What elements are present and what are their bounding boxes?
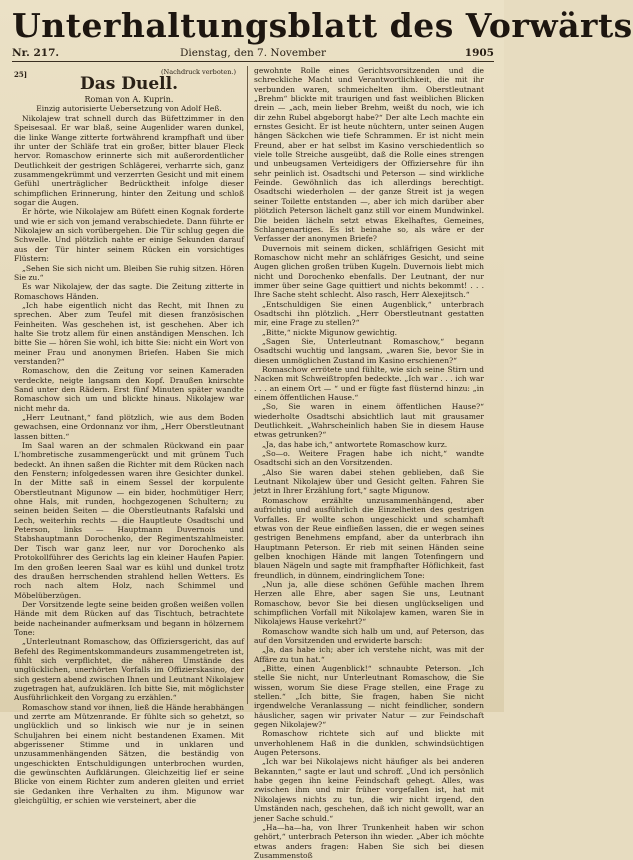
paragraph: „Bitte,“ nickte Migunow gewichtig. bbox=[262, 327, 398, 337]
paragraph: „Sagen Sie, Unterleutnant Romaschow,“ begann Osadtschi wuchtig und langsam, „waren Sie, bevor Sie in diesen unmöglichen Zustand im Kasino erschienen?“ bbox=[254, 336, 484, 365]
paragraph: „So—o. Weitere Fragen habe ich nicht,“ wandte Osadtschi sich an den Vorsitzenden. bbox=[254, 449, 484, 468]
paragraph: „Herr Leutnant,“ fand plötzlich, wie aus dem Boden gewachsen, eine Ordonnanz vor ihm, „Herr Oberstleutnant lassen bitten.“ bbox=[14, 413, 244, 441]
paragraph: Der Vorsitzende legte seine beiden großen weißen vollen Hände mit dem Rücken auf das Tischtuch, betrachtete beide nacheinander aufmerksam und begann in hölzernem Tone: bbox=[14, 599, 244, 637]
story-author: Roman von A. Kuprin. bbox=[84, 95, 174, 104]
paragraph: Es war Nikolajew, der das sagte. Die Zeitung zitterte in Romaschows Händen. bbox=[14, 282, 244, 301]
paragraph: „Ha—ha—ha, von Ihrer Trunkenheit haben wir schon gehört,“ unterbrach Peterson ihn wieder. „Aber ich möchte etwas anders fragen: Haben Sie sich bei diesen Zusammenstoß bbox=[254, 822, 484, 860]
paragraph: „Bitte, einen Augenblick!“ schnaubte Peterson. „Ich stelle Sie nicht, nur Unterleutnant Romaschow, die Sie wissen, worum Sie diese Frage stellen, eine Frage zu stellen.“ „Ich bitte, Sie fragen, haben Sie nicht irgendwelche Veranlassung — nicht feindlicher, sondern häuslicher, sagen wir privater Natur — zur Feindschaft gegen Nikolajew?“ bbox=[254, 664, 484, 730]
paragraph: Romaschow erzählte unzusammenhängend, aber aufrichtig und ausführlich die Einzelheiten des gestrigen Vorfalles. Er wollte schon ungeschickt und schamhaft etwas von der Reue einfließen lassen, die er wegen seines gestrigen Benehmens empfand, aber da unterbrach ihn Hauptmann Peterson. Er rieb mit seinen Händen seine gelben knochigen Hände mit langen Totenfingern und blauen Nägeln und sagte mit frampfhafter Höflichkeit, fast freundlich, in dünnem, eindringlichem Tone: bbox=[254, 495, 484, 580]
paragraph: Im Saal waren an der schmalen Rückwand ein paar L'hombretische zusammengerückt und mit grünem Tuch bedeckt. An ihnen saßen die Richter mit dem Rücken nach den Fenstern; infolgedessen waren ihre Gesichter dunkel. In der Mitte saß in einem Sessel der korpulente Oberstleutnant Migunow — ein bider, hochmütiger Herr, ohne Hals, mit runden, hochgezogenen Schultern; zu seinen beiden Seiten — die Oberstleutnants Rafalski und Lech, weiterhin rechts — die Hauptleute Osadtschi und Peterson, links — Hauptmann Duvernois und Stabshauptmann Dorochenko, der Regimentszahlmeister. Der Tisch war ganz leer, nur vor Dorochenko als Protokollführer des Gerichts lag ein kleiner Haufen Papier. Im den großen leeren Saal war es kühl und dunkel trotz des draußen herrschenden strahlend hellen Wetters. Es roch nach altem Holz, nach Schimmel und Möbelüberzügen. bbox=[14, 441, 244, 600]
issue-number: Nr. 217. bbox=[12, 47, 60, 59]
left-column bbox=[14, 66, 244, 806]
right-column bbox=[254, 66, 484, 860]
installment-number: 25] bbox=[14, 70, 28, 79]
paragraph: „So, Sie waren in einem öffentlichen Hause?“ wiederholte Osadtschi absichtlich laut mit grausamer Deutlichkeit. „Wahrscheinlich haben Sie in diesem Hause etwas getrunken?“ bbox=[254, 402, 484, 440]
issue-date: Dienstag, den 7. November bbox=[180, 47, 326, 59]
story-title: Das Duell. bbox=[80, 74, 178, 94]
reprint-note: (Nachdruck verboten.) bbox=[161, 68, 236, 76]
issue-year: 1905 bbox=[464, 47, 494, 59]
story-translation: Einzig autorisierte Uebersetzung von Adolf Heß. bbox=[36, 104, 222, 113]
masthead-title: Unterhaltungsblatt des Vorwärts bbox=[12, 6, 633, 45]
paragraph: Er hörte, wie Nikolajew am Büfett einen Kognak forderte und wie er sich von jemand verabschiedete. Dann führte er Nikolajew an sich vorübergehen. Die Tür schlug gegen die Schwelle. Und plötzlich nahte er einige Sekunden darauf aus der Tür hinter seinem Rücken ein vorsichtiges Flüstern: bbox=[14, 207, 244, 264]
paragraph: Romaschow errötete und fühlte, wie sich seine Stirn und Nacken mit Schweißtropfen bedeckte. „Ich war . . . ich war . . . an einem Ort — “ und er fügte fast flüsternd hinzu: „in einem öffentlichen Hause.“ bbox=[254, 365, 484, 403]
paragraph: Romaschow stand vor ihnen, ließ die Hände herabhängen und zerrte am Mützenrande. Er fühlte sich so gehetzt, so unglücklich und so linkisch wie nur je in seinen Schuljahren bei einem nicht bestandenen Examen. Mit abgerissener Stimme und in unklaren und unzusammenhängenden Sätzen, die beständig von ungeschickten Entschuldigungen unterbrochen wurden, die gewünschten Aufklärungen. Gleichzeitig lief er seine Blicke von einem Richter zum anderen gleiten und erriet sie Gedanken ihre Verhalten zu ihm. Migunow war gleichgültig, er schien wie versteinert, aber die bbox=[14, 702, 244, 806]
paragraph: gewohnte Rolle eines Gerichtsvorsitzenden und die schreckliche Macht und Verantwortlichkeit, die mit ihr verbunden waren, schmeichelten ihm. Oberstleutnant „Brehm“ blickte mit traurigen und fast weiblichen Blicken drein — „ach, mein lieber Brehm, weißt du noch, wie ich dir zehn Rubel abgeborgt habe?“ Der alte Lech machte ein ernstes Gesicht. Er ist heute nüchtern, unter seinen Augen hängen Säckchen wie tiefe Schrammen. Er ist nicht mein Freund, aber er hat selbst im Kasino verschiedentlich so viele tolle Streiche ausgeübt, daß die Rolle eines strengen und unbeugsamen Verteidigers der Offiziersehre für ihn sehr peinlich ist. Osadtschi und Peterson — sind wirkliche Feinde. Gewöhnlich das ich allerdings berechtigt. Osadtschi wiederholen — der ganze Streit ist ja wegen seiner Toilette entstanden —, aber ich mich darüber aber plötzlich Peterson lächelt ganz still vor einem Mundwinkel. Die beiden lächeln setzt etwas Ekelhaftes, Gemeines, Schlangenartiges. Es ist beinahe so, als wäre er der Verfasser der anonymen Briefe? bbox=[254, 66, 484, 244]
paragraph: „Nun ja, alle diese schönen Gefühle machen Ihrem Herzen alle Ehre, aber sagen Sie uns, Leutnant Romaschow, bevor Sie bei diesen unglückseligen und schimpflichen Vorfall mit Nikolajew kamen, waren Sie in Nikolajews Hause verkehrt?“ bbox=[254, 579, 484, 627]
paragraph: „Also Sie waren dabei stehen geblieben, daß Sie Leutnant Nikolajew über und Gesicht gelten. Fahren Sie jetzt in Ihrer Erzählung fort,“ sagte Migunow. bbox=[254, 467, 484, 496]
paragraph: Romaschow richtete sich auf und blickte mit unverhohlenem Haß in die dunklen, schwindsüchtigen Augen Petersons. bbox=[254, 729, 484, 758]
paragraph: „Ja, das habe ich; aber ich verstehe nicht, was mit der Affäre zu tun hat.“ bbox=[254, 645, 484, 664]
paragraph: „Unterleutnant Romaschow, das Offiziersgericht, das auf Befehl des Regimentskommandeurs zusammengetreten ist, fühlt sich verpflichtet, die näheren Umstände des unglücklichen, unerhörten Vorfalls im Offizierskasino, der sich gestern abend zwischen Ihnen und Leutnant Nikolajew zugetragen hat, aufzuklären. Ich bitte Sie, mit möglichster Ausführlichkeit den Vorgang zu erzählen.“ bbox=[14, 637, 244, 703]
paragraph: Duvernois mit seinem dicken, schläfrigen Gesicht mit Romaschow nicht mehr an schläfriges Gesicht, und seine Augen glichen großen trüben Kugeln. Duvernois liebt mich nicht und Dorochenko ebenfalls. Der Leutnant, der nur immer über seine Gage quittiert und nichts bekommt! . . . Ihre Sache steht schlecht. Also rasch, Herr Alexejitsch.“ bbox=[254, 243, 484, 300]
paragraph: Nikolajew trat schnell durch das Büfettzimmer in den Speisesaal. Er war blaß, seine Augenlider waren dunkel, die linke Wange zitterte fortwährend krampfhaft und über ihr unter der Schläfe trat ein großer, bitter blauer Fleck hervor. Romaschow erinnerte sich mit außerordentlicher Deutlichkeit der gestrigen Schlägerei, verharrte sich, ganz zusammengekrümmt und verzerrten Gesicht und mit einem Gefühl unerträglicher Bedrücktheit infolge dieser schimpflichen Erinnerung, hinter den Zeitung und schloß sogar die Augen. bbox=[14, 114, 244, 208]
paragraph: „Ja, das habe ich,“ antwortete Romaschow kurz. bbox=[262, 439, 448, 449]
paragraph: Romaschow wandte sich halb um und, auf Peterson, das auf den Vorsitzenden und erwiderte barsch: bbox=[254, 626, 484, 645]
story-header bbox=[14, 66, 244, 114]
paragraph: „Sehen Sie sich nicht um. Bleiben Sie ruhig sitzen. Hören Sie zu.“ bbox=[14, 263, 244, 282]
paragraph: Romaschow, den die Zeitung vor seinen Kameraden verdeckte, neigte langsam den Kopf. Draußen knirschte Sand unter den Rädern. Erst fünf Minuten später wandte Romaschow sich um und blickte hinaus. Nikolajew war nicht mehr da. bbox=[14, 366, 244, 413]
paragraph: „Ich war bei Nikolajews nicht häufiger als bei anderen Bekannten,“ sagte er laut und schroff. „Und ich persönlich habe gegen ihn keine Feindschaft gehegt. Alles, was zwischen ihm und mir früher vorgefallen ist, hat mit Nikolajews nichts zu tun, die wir nicht irgend, den Umständen nach, geschehen, daß ich nicht gewollt, war an jener Sache schuld.“ bbox=[254, 757, 484, 823]
paragraph: „Ich habe eigentlich nicht das Recht, mit Ihnen zu sprechen. Aber zum Teufel mit diesen französischen Feinheiten. Was geschehen ist, ist geschehen. Aber ich halte Sie trotz allem für einen anständigen Menschen. Ich bitte Sie — hören Sie wohl, ich bitte Sie: nicht ein Wort von meiner Frau und anonymen Briefen. Haben Sie mich verstanden?“ bbox=[14, 300, 244, 366]
dateline bbox=[12, 47, 494, 62]
paragraph: „Entschuldigen Sie einen Augenblick,“ unterbrach Osadtschi ihn plötzlich. „Herr Oberstleutnant gestatten mir, eine Frage zu stellen?“ bbox=[254, 299, 484, 328]
column-divider bbox=[247, 66, 248, 704]
